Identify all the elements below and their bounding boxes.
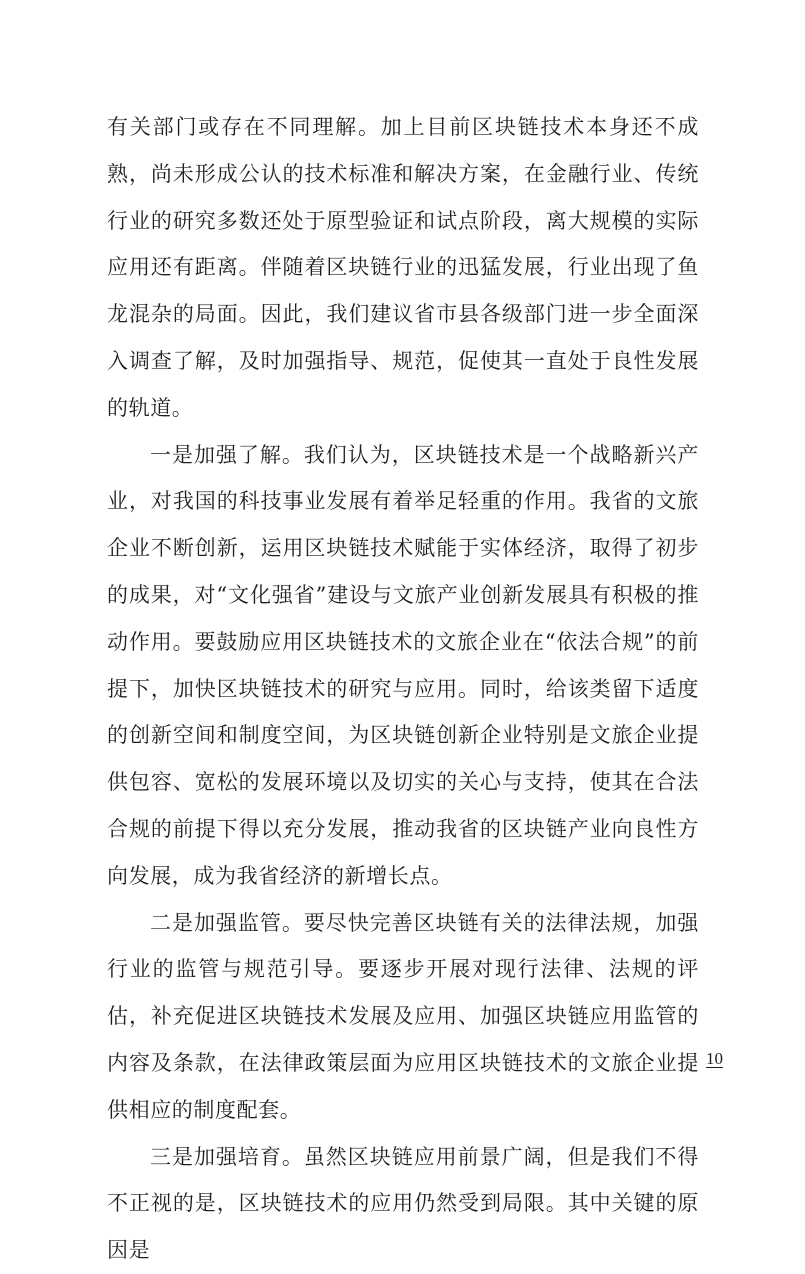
paragraph-1: 有关部门或存在不同理解。加上目前区块链技术本身还不成熟，尚未形成公认的技术标准和解决方案，在金融行业、传统行业的研究多数还处于原型验证和试点阶段，离大规模的实际应用还有距离。伴随着区块链行业的迅猛发展，行业出现了鱼龙混杂的局面。因此，我们建议省市县各级部门进一步全面深入调查了解，及时加强指导、规范，促使其一直处于良性发展的轨道。 [107, 115, 699, 420]
paragraph-3: 二是加强监管。要尽快完善区块链有关的法律法规，加强行业的监管与规范引导。要逐步开展对现行法律、法规的评估，补充促进区块链技术发展及应用、加强区块链应用监管的内容及条款，在法律政策层面为应用区块链技术的文旅企业提供相应的制度配套。 [107, 910, 699, 1122]
page-number: 10 [706, 1049, 723, 1068]
paragraph-4: 三是加强培育。虽然区块链应用前景广阔，但是我们不得不正视的是，区块链技术的应用仍然受到局限。其中关键的原因是 [107, 1144, 699, 1263]
paragraph-2: 一是加强了解。我们认为，区块链技术是一个战略新兴产业，对我国的科技事业发展有着举足轻重的作用。我省的文旅企业不断创新，运用区块链技术赋能于实体经济，取得了初步的成果，对“文化强省”建设与文旅产业创新发展具有积极的推动作用。要鼓励应用区块链技术的文旅企业在“依法合规”的前提下，加快区块链技术的研究与应用。同时，给该类留下适度的创新空间和制度空间，为区块链创新企业特别是文旅企业提供包容、宽松的发展环境以及切实的关心与支持，使其在合法合规的前提下得以充分发展，推动我省的区块链产业向良性方向发展，成为我省经济的新增长点。 [107, 442, 699, 888]
document-body [107, 104, 699, 1274]
